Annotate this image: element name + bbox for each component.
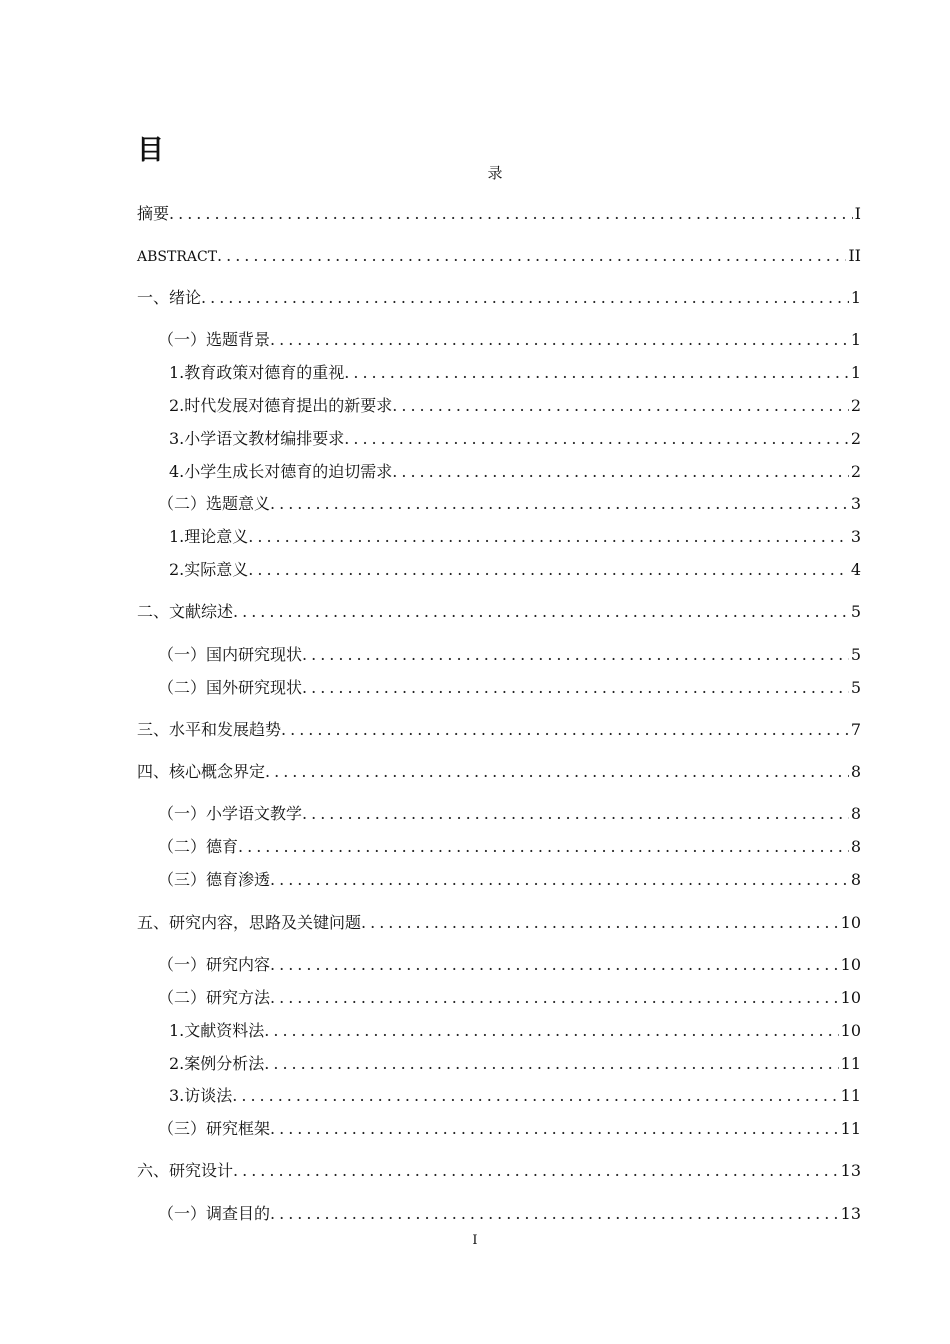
toc-entry[interactable] <box>169 461 861 483</box>
toc-entry[interactable] <box>158 803 861 825</box>
toc-entry-label: （二）国外研究现状 <box>158 678 303 697</box>
toc-entry-label: 4.小学生成长对德育的迫切需求 <box>169 462 393 481</box>
toc-entry-page: 10 <box>840 955 861 974</box>
toc-dot-leader <box>233 1160 839 1182</box>
toc-entry-page: 3 <box>850 527 861 546</box>
toc-entry[interactable] <box>169 1053 861 1075</box>
toc-entry-page: 11 <box>840 1054 861 1073</box>
toc-dot-leader <box>265 761 849 783</box>
toc-entry-label: 四、核心概念界定 <box>137 762 266 781</box>
toc-dot-leader <box>169 203 853 225</box>
toc-entry[interactable] <box>137 912 861 934</box>
toc-entry-page: 4 <box>850 560 861 579</box>
toc-entry-page: 11 <box>840 1086 861 1105</box>
toc-dot-leader <box>344 362 849 384</box>
toc-entry-page: 8 <box>850 870 861 889</box>
toc-dot-leader <box>264 1053 838 1075</box>
toc-entry-page: 3 <box>850 494 861 513</box>
toc-entry-page: 2 <box>850 429 861 448</box>
toc-dot-leader <box>270 493 849 515</box>
toc-entry-label: 1.教育政策对德育的重视 <box>169 363 345 382</box>
toc-entry-page: 8 <box>850 837 861 856</box>
toc-entry-page: I <box>854 204 861 223</box>
toc-dot-leader <box>248 526 849 548</box>
toc-entry-label: 三、水平和发展趋势 <box>137 720 282 739</box>
toc-entry-label: 2.时代发展对德育提出的新要求 <box>169 396 393 415</box>
toc-dot-leader <box>344 428 849 450</box>
toc-title-main: 目 <box>137 135 164 166</box>
toc-entry[interactable] <box>137 601 861 623</box>
toc-entry-page: 8 <box>850 804 861 823</box>
toc-entry[interactable] <box>137 245 861 267</box>
toc-entry-page: 8 <box>850 762 861 781</box>
toc-dot-leader <box>270 987 839 1009</box>
toc-entry-label: 2.案例分析法 <box>169 1054 265 1073</box>
toc-dot-leader <box>281 719 849 741</box>
toc-entry-page: II <box>848 246 861 265</box>
toc-entry-page: 1 <box>850 288 861 307</box>
toc-dot-leader <box>302 644 849 666</box>
toc-entry[interactable] <box>158 677 861 699</box>
toc-entry-page: 10 <box>840 988 861 1007</box>
toc-entry-page: 2 <box>850 462 861 481</box>
toc-entry[interactable] <box>137 761 861 783</box>
toc-dot-leader <box>233 601 849 623</box>
toc-entry[interactable] <box>169 559 861 581</box>
toc-entry-label: （一）研究内容 <box>158 955 271 974</box>
toc-entry[interactable] <box>169 1020 861 1042</box>
toc-entry[interactable] <box>158 1203 861 1225</box>
toc-entry-label: （一）选题背景 <box>158 330 271 349</box>
toc-entry-label: （一）小学语文教学 <box>158 804 303 823</box>
toc-entry-label: 2.实际意义 <box>169 560 249 579</box>
toc-dot-leader <box>270 329 849 351</box>
toc-entry[interactable] <box>169 1085 861 1107</box>
toc-entry-label: 3.访谈法 <box>169 1086 233 1105</box>
toc-entry-page: 7 <box>850 720 861 739</box>
toc-entry-label: ABSTRACT <box>137 249 218 265</box>
toc-dot-leader <box>238 836 849 858</box>
page-number: I <box>472 1233 478 1248</box>
toc-entry[interactable] <box>158 836 861 858</box>
toc-dot-leader <box>270 954 839 976</box>
toc-entry-label: （二）选题意义 <box>158 494 271 513</box>
toc-entry[interactable] <box>137 287 861 309</box>
toc-entry-label: 1.文献资料法 <box>169 1021 265 1040</box>
toc-entry[interactable] <box>169 362 861 384</box>
toc-entry-label: 摘要 <box>137 204 170 223</box>
toc-entry[interactable] <box>169 428 861 450</box>
toc-entry[interactable] <box>169 526 861 548</box>
toc-entry-label: （二）德育 <box>158 837 239 856</box>
toc-entry-label: （一）调查目的 <box>158 1204 271 1223</box>
toc-dot-leader <box>201 287 849 309</box>
toc-entry-page: 13 <box>840 1204 861 1223</box>
toc-dot-leader <box>270 1203 839 1225</box>
toc-title-sub: 录 <box>487 164 503 182</box>
toc-dot-leader <box>270 1118 839 1140</box>
toc-entry[interactable] <box>158 493 861 515</box>
toc-dot-leader <box>302 677 849 699</box>
toc-dot-leader <box>392 461 849 483</box>
toc-entry-page: 1 <box>850 363 861 382</box>
toc-entry[interactable] <box>158 987 861 1009</box>
toc-entry-page: 5 <box>850 602 861 621</box>
toc-entry[interactable] <box>158 954 861 976</box>
toc-dot-leader <box>217 245 846 267</box>
toc-entry[interactable] <box>169 395 861 417</box>
toc-dot-leader <box>392 395 849 417</box>
toc-entry-label: 一、绪论 <box>137 288 202 307</box>
toc-dot-leader <box>248 559 849 581</box>
toc-entry-page: 5 <box>850 645 861 664</box>
toc-dot-leader <box>270 869 849 891</box>
toc-entry-page: 1 <box>850 330 861 349</box>
toc-entry-label: 1.理论意义 <box>169 527 249 546</box>
toc-entry-label: （三）德育渗透 <box>158 870 271 889</box>
toc-entry-page: 5 <box>850 678 861 697</box>
toc-entry[interactable] <box>158 869 861 891</box>
toc-entry[interactable] <box>137 203 861 225</box>
toc-entry-label: 3.小学语文教材编排要求 <box>169 429 345 448</box>
toc-entry[interactable] <box>137 1160 861 1182</box>
toc-dot-leader <box>232 1085 838 1107</box>
toc-entry[interactable] <box>158 329 861 351</box>
toc-entry-page: 10 <box>840 913 861 932</box>
toc-entry-label: （二）研究方法 <box>158 988 271 1007</box>
toc-entry-page: 11 <box>840 1119 861 1138</box>
toc-entry-page: 10 <box>840 1021 861 1040</box>
toc-entry-page: 2 <box>850 396 861 415</box>
toc-entry-label: 二、文献综述 <box>137 602 234 621</box>
toc-entry[interactable] <box>158 1118 861 1140</box>
toc-dot-leader <box>361 912 839 934</box>
toc-entry-label: 六、研究设计 <box>137 1161 234 1180</box>
toc-entry-label: （一）国内研究现状 <box>158 645 303 664</box>
toc-dot-leader <box>264 1020 838 1042</box>
toc-entry[interactable] <box>158 644 861 666</box>
toc-dot-leader <box>302 803 849 825</box>
toc-entry[interactable] <box>137 719 861 741</box>
toc-entry-label: （三）研究框架 <box>158 1119 271 1138</box>
toc-entry-page: 13 <box>840 1161 861 1180</box>
toc-entry-label: 五、研究内容，思路及关键问题 <box>137 913 362 932</box>
